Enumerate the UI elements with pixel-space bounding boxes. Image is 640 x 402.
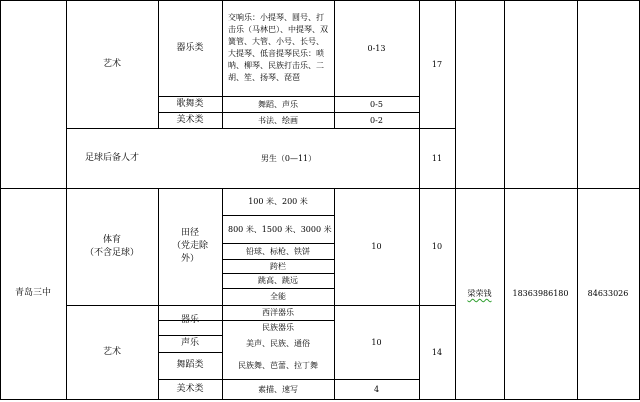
fine-arts-detail: 书法、绘画 — [258, 115, 298, 125]
art-total: 17 — [431, 59, 443, 69]
football-detail: 男生（0—11） — [260, 153, 317, 163]
sports-event-item: 铅球、标枪、铁饼 — [246, 246, 310, 256]
qd-art-total: 14 — [431, 347, 443, 357]
fine-arts-type-label: 美术类 — [176, 114, 204, 125]
contact-person — [455, 188, 504, 399]
sports-event-item: 800 米、1500 米、3000 米 — [228, 224, 332, 234]
art-category-label: 艺术 — [102, 58, 121, 69]
contact-person-name: 梁荣钱 — [467, 289, 492, 298]
sports-subtype-label: 田径 （党走除 外） — [171, 228, 208, 264]
school-name: 青岛三中 — [14, 288, 51, 298]
sports-event-item: 全能 — [270, 292, 286, 301]
football-category-label: 足球后备人才 — [84, 152, 139, 163]
sports-quota: 10 — [371, 242, 382, 251]
contact-mobile: 18363986180 — [512, 289, 569, 298]
instrument-type-label: 器乐类 — [176, 42, 204, 53]
qd-art-category-label: 艺术 — [102, 346, 121, 357]
qd-instrument-item: 民族器乐 — [262, 323, 294, 332]
instrument-quota: 0-13 — [367, 43, 386, 53]
sports-event-item: 100 米、200 米 — [248, 197, 308, 206]
qd-fine-arts-quota: 4 — [373, 384, 380, 394]
qd-dance-type-label: 舞蹈类 — [176, 360, 204, 370]
sports-event-item: 跳高、跳远 — [258, 276, 298, 285]
sports-total: 10 — [431, 242, 443, 251]
qd-art-quota: 10 — [371, 337, 382, 347]
song-dance-type-label: 歌舞类 — [176, 98, 204, 109]
fine-arts-quota: 0-2 — [370, 115, 383, 125]
table-border-bottom — [0, 399, 640, 400]
contact-phone: 84633026 — [587, 289, 629, 298]
qd-fine-arts-type-label: 美术类 — [176, 383, 204, 394]
instrument-detail-text: 交响乐：小提琴、圆号、打击乐（马林巴）、中提琴、双簧管、大管、小号、长号、大提琴、低音提琴民乐：唢呐、柳琴、民族打击乐、二胡、笙、扬琴、琵琶 — [228, 13, 328, 82]
qd-fine-arts-detail: 素描、速写 — [258, 384, 298, 394]
qd-vocal-type-label: 声乐 — [180, 338, 199, 348]
qd-dance-detail: 民族舞、芭蕾、拉丁舞 — [238, 361, 318, 370]
football-total: 11 — [431, 153, 443, 163]
qd-instrument-item: 西洋器乐 — [262, 308, 294, 317]
qd-vocal-detail: 美声、民族、通俗 — [246, 339, 310, 348]
sports-category-label: 体育 （不含足球） — [84, 234, 139, 258]
song-dance-detail: 舞蹈、声乐 — [258, 99, 298, 109]
song-dance-quota: 0-5 — [370, 99, 383, 109]
sports-event-item: 跨栏 — [270, 261, 286, 271]
qd-instrument-type-label: 器乐 — [180, 314, 199, 325]
